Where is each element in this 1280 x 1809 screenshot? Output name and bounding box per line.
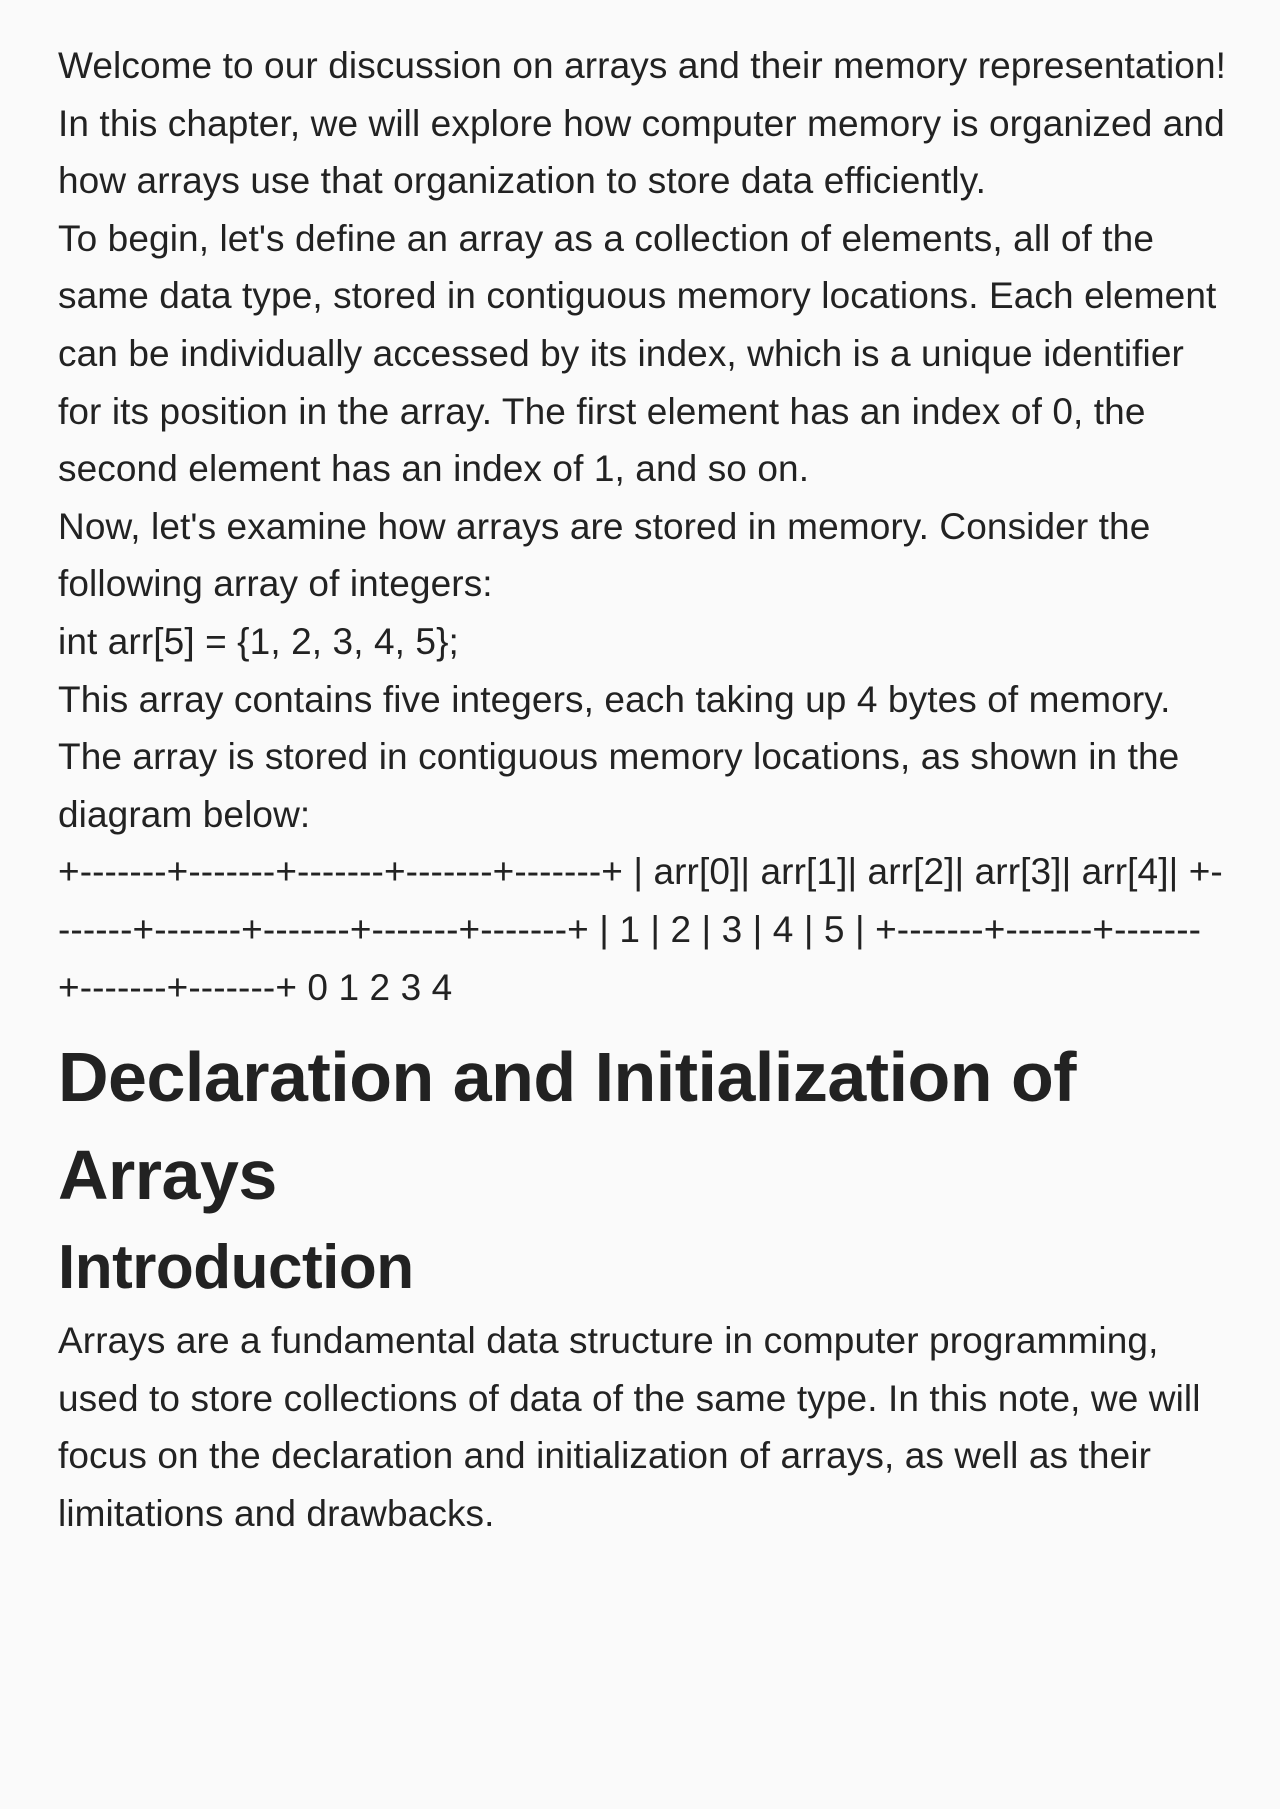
introduction-paragraph: Arrays are a fundamental data structure in computer programming, used to store collections of data of the same type. In this note, we will focus on the declaration and initialization of arrays, as well as their limitations and drawbacks. xyxy=(58,1320,1201,1534)
subsection-heading: Introduction xyxy=(58,1233,414,1303)
memory-diagram-text: +-------+-------+-------+-------+-------+ | arr[0]| arr[1]| arr[2]| arr[3]| arr[4]| +-------+-------+-------+-------+-------+ | 1 | 2 | 3 | 4 | 5 | +-------+-------+-------+-------+-------+ 0 1 2 3 4 xyxy=(58,851,1223,1008)
section-heading: Declaration and Initialization of Arrays xyxy=(58,1038,1077,1215)
array-definition-paragraph: To begin, let's define an array as a collection of elements, all of the same data type, stored in contiguous memory locations. Each element can be individually accessed by its index, which is a unique identifier for its position in the array. The first element has an index of 0, the second element has an index of 1, and so on. xyxy=(58,217,1217,490)
intro-paragraph: Welcome to our discussion on arrays and their memory representation! In this chapter, we will explore how computer memory is organized and how arrays use that organization to store data efficiently. xyxy=(58,45,1227,202)
memory-storage-paragraph: Now, let's examine how arrays are stored in memory. Consider the following array of integers: xyxy=(58,505,1151,605)
array-size-paragraph: This array contains five integers, each taking up 4 bytes of memory. The array is stored in contiguous memory locations, as shown in the diagram below: xyxy=(58,678,1180,835)
code-line: int arr[5] = {1, 2, 3, 4, 5}; xyxy=(58,620,459,662)
